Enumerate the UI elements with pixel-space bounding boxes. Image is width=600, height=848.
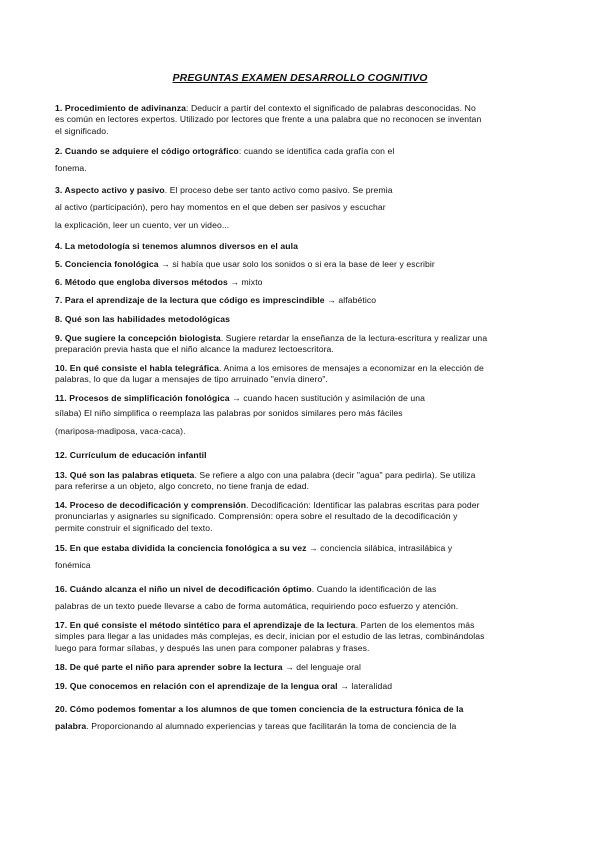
- question-12: 12. Currículum de educación infantil: [55, 450, 207, 460]
- question-title: Para el aprendizaje de la lectura que código es imprescindible: [64, 295, 325, 305]
- question-title: Cuando se adquiere el código ortográfico: [64, 146, 239, 156]
- answer-text: al activo (participación), pero hay momentos en el que deben ser pasivos y escuchar: [55, 202, 386, 213]
- question-title: En qué consiste el habla telegráfica: [69, 363, 220, 373]
- question-number: 16: [55, 584, 65, 594]
- question-title: Método que engloba diversos métodos: [64, 277, 228, 287]
- answer-text: (mariposa-madiposa, vaca-caca).: [55, 425, 186, 436]
- question-10: 10. En qué consiste el habla telegráfica. Anima a los emisores de mensajes a economizar en la elección de palabras, lo que da lugar a mensajes de tipo arruinado "envía dinero".: [55, 363, 555, 386]
- answer-text: simples para llegar a las unidades más complejas, es decir, inician por el estudio de las letras, combinándolas: [55, 631, 485, 642]
- answer-text: permite construir el significado del texto.: [55, 522, 213, 533]
- question-15: 15. En que estaba dividida la conciencia fonológica a su vez → conciencia silábica, intrasilábica y fonémica: [55, 543, 555, 572]
- question-20: 20. Cómo podemos fomentar a los alumnos de que tomen conciencia de la estructura fónica de la palabra. Proporcionando al alumnado experiencias y tareas que facilitarán la toma de conciencia de la: [55, 704, 464, 732]
- answer-text: → mixto: [227, 277, 263, 287]
- question-number: 20: [55, 704, 65, 714]
- question-number: 10: [55, 363, 65, 373]
- question-title: En que estaba dividida la conciencia fonológica a su vez: [69, 543, 307, 553]
- question-number: 5: [55, 259, 60, 269]
- answer-text: . Cuando la identificación de las: [311, 584, 437, 594]
- answer-text: para referirse a un objeto, algo concreto, no tiene franja de edad.: [55, 481, 310, 492]
- answer-text: . Sugiere retardar la enseñanza de la lectura-escritura y realizar una: [220, 333, 488, 343]
- question-number: 11: [55, 393, 65, 403]
- question-title-continued: palabra: [55, 721, 87, 732]
- answer-text: : cuando se identifica cada grafía con el: [238, 146, 395, 156]
- question-8: 8. Qué son las habilidades metodológicas: [55, 314, 230, 324]
- answer-text: → del lenguaje oral: [282, 662, 362, 672]
- question-title: Qué son las habilidades metodológicas: [64, 314, 230, 324]
- answer-text: el significado.: [55, 125, 109, 136]
- page-title: PREGUNTAS EXAMEN DESARROLLO COGNITIVO: [172, 72, 428, 84]
- question-number: 17: [55, 620, 65, 630]
- question-7: 7. Para el aprendizaje de la lectura que código es imprescindible → alfabético: [55, 295, 377, 305]
- question-4: 4. La metodología si tenemos alumnos diversos en el aula: [55, 241, 298, 251]
- answer-text: . Proporcionando al alumnado experiencias y tareas que facilitarán la toma de conciencia de la: [86, 721, 457, 732]
- question-14: 14. Proceso de decodificación y comprensión. Decodificación: Identificar las palabras escritas para poder pronunciarlas y asignarles su significado. Comprensión: opera sobre el resultado de la decodificación y permite construir el significado del texto.: [55, 500, 555, 534]
- question-3: 3. Aspecto activo y pasivo. El proceso debe ser tanto activo como pasivo. Se premia al activo (participación), pero hay momentos en el que deben ser pasivos y escuchar la explicación, leer un cuento, ver un video...: [55, 185, 555, 231]
- question-6: 6. Método que engloba diversos métodos → mixto: [55, 277, 263, 287]
- question-number: 1: [55, 103, 60, 113]
- question-title: Cómo podemos fomentar a los alumnos de que tomen conciencia de la estructura fónica de la: [69, 704, 464, 714]
- answer-text: → conciencia silábica, intrasilábica y: [306, 543, 453, 553]
- question-9: 9. Que sugiere la concepción biologista. Sugiere retardar la enseñanza de la lectura-escritura y realizar una preparación previa hasta que el niño alcance la madurez lectoescritora.: [55, 333, 555, 356]
- question-title: Procedimiento de adivinanza: [64, 103, 187, 113]
- question-number: 8: [55, 314, 60, 324]
- answer-text: preparación previa hasta que el niño alcance la madurez lectoescritora.: [55, 344, 334, 355]
- question-title: Qué son las palabras etiqueta: [69, 470, 195, 480]
- answer-text: pronunciarlas y asignarles su significado. Comprensión: opera sobre el resultado de la decodificación y: [55, 511, 458, 522]
- question-title: Que sugiere la concepción biologista: [64, 333, 221, 343]
- question-number: 18: [55, 662, 65, 672]
- question-title: Proceso de decodificación y comprensión: [69, 500, 247, 510]
- question-2: 2. Cuando se adquiere el código ortográfico: cuando se identifica cada grafía con el fonema.: [55, 146, 555, 175]
- answer-text: → si había que usar solo los sonidos o si era la base de leer y escribir: [158, 259, 435, 269]
- answer-text: es común en lectores expertos. Utilizado por lectores que frente a una palabra que no reconocen se inventan: [55, 114, 482, 125]
- question-number: 13: [55, 470, 65, 480]
- answer-text: → alfabético: [324, 295, 377, 305]
- question-title: Procesos de simplificación fonológica: [69, 393, 230, 403]
- question-title: Aspecto activo y pasivo: [64, 185, 165, 195]
- question-18: 18. De qué parte el niño para aprender sobre la lectura → del lenguaje oral: [55, 662, 362, 672]
- question-number: 14: [55, 500, 65, 510]
- answer-text: → cuando hacen sustitución y asimilación de una: [229, 393, 426, 403]
- answer-text: : Deducir a partir del contexto el significado de palabras desconocidas. No: [186, 103, 476, 113]
- question-17: 17. En qué consiste el método sintético para el aprendizaje de la lectura. Parten de los elementos más simples para llegar a las unidades más complejas, es decir, inician por el estudio de las letras, combinándolas luego para formar sílabas, y después las unen para componer palabras y frases.: [55, 620, 555, 654]
- question-number: 12: [55, 450, 65, 460]
- answer-text: palabras de un texto puede llevarse a cabo de forma automática, requiriendo poco esfuerzo y atención.: [55, 601, 459, 612]
- question-13: 13. Qué son las palabras etiqueta. Se refiere a algo con una palabra (decir "agua" para pedirla). Se utiliza para referirse a un objeto, algo concreto, no tiene franja de edad.: [55, 470, 555, 493]
- answer-text: . Se refiere a algo con una palabra (decir "agua" para pedirla). Se utiliza: [194, 470, 476, 480]
- question-title: Conciencia fonológica: [64, 259, 159, 269]
- question-title: Cuándo alcanza el niño un nivel de decodificación óptimo: [69, 584, 312, 594]
- question-number: 3: [55, 185, 60, 195]
- answer-text: . Anima a los emisores de mensajes a economizar en la elección de: [219, 363, 484, 373]
- answer-text: → lateralidad: [337, 681, 393, 691]
- question-number: 7: [55, 295, 60, 305]
- question-number: 4: [55, 241, 60, 251]
- question-number: 15: [55, 543, 65, 553]
- question-number: 19: [55, 681, 65, 691]
- question-title: La metodología si tenemos alumnos diversos en el aula: [64, 241, 298, 251]
- answer-text: sílaba) El niño simplifica o reemplaza las palabras por sonidos similares pero más fáciles: [55, 408, 403, 419]
- question-title: De qué parte el niño para aprender sobre la lectura: [69, 662, 283, 672]
- answer-text: fonémica: [55, 560, 91, 571]
- answer-text: . El proceso debe ser tanto activo como pasivo. Se premia: [164, 185, 393, 195]
- question-title: En qué consiste el método sintético para el aprendizaje de la lectura: [69, 620, 356, 630]
- answer-text: fonema.: [55, 163, 87, 174]
- answer-text: . Decodificación: Identificar las palabras escritas para poder: [246, 500, 480, 510]
- question-number: 6: [55, 277, 60, 287]
- question-title: Currículum de educación infantil: [69, 450, 207, 460]
- question-1: 1. Procedimiento de adivinanza: Deducir a partir del contexto el significado de palabras desconocidas. No es común en lectores expertos. Utilizado por lectores que frente a una palabra que no reconocen se inventan el significado.: [55, 103, 555, 137]
- answer-text: palabras, lo que da lugar a mensajes de tipo arruinado "envía dinero".: [55, 374, 328, 385]
- question-title: Que conocemos en relación con el aprendizaje de la lengua oral: [69, 681, 338, 691]
- answer-text: la explicación, leer un cuento, ver un video...: [55, 219, 230, 230]
- answer-text: . Parten de los elementos más: [355, 620, 475, 630]
- question-number: 9: [55, 333, 60, 343]
- question-11: 11. Procesos de simplificación fonológica → cuando hacen sustitución y asimilación de una sílaba) El niño simplifica o reemplaza las palabras por sonidos similares pero más fáciles (mariposa-madiposa, vaca-caca).: [55, 393, 555, 437]
- question-5: 5. Conciencia fonológica → si había que usar solo los sonidos o si era la base de leer y escribir: [55, 259, 435, 269]
- question-16: 16. Cuándo alcanza el niño un nivel de decodificación óptimo. Cuando la identificación de las palabras de un texto puede llevarse a cabo de forma automática, requiriendo poco esfuerzo y atención.: [55, 584, 555, 613]
- question-19: 19. Que conocemos en relación con el aprendizaje de la lengua oral → lateralidad: [55, 681, 393, 691]
- answer-text: luego para formar sílabas, y después las unen para componer palabras y frases.: [55, 642, 370, 653]
- question-number: 2: [55, 146, 60, 156]
